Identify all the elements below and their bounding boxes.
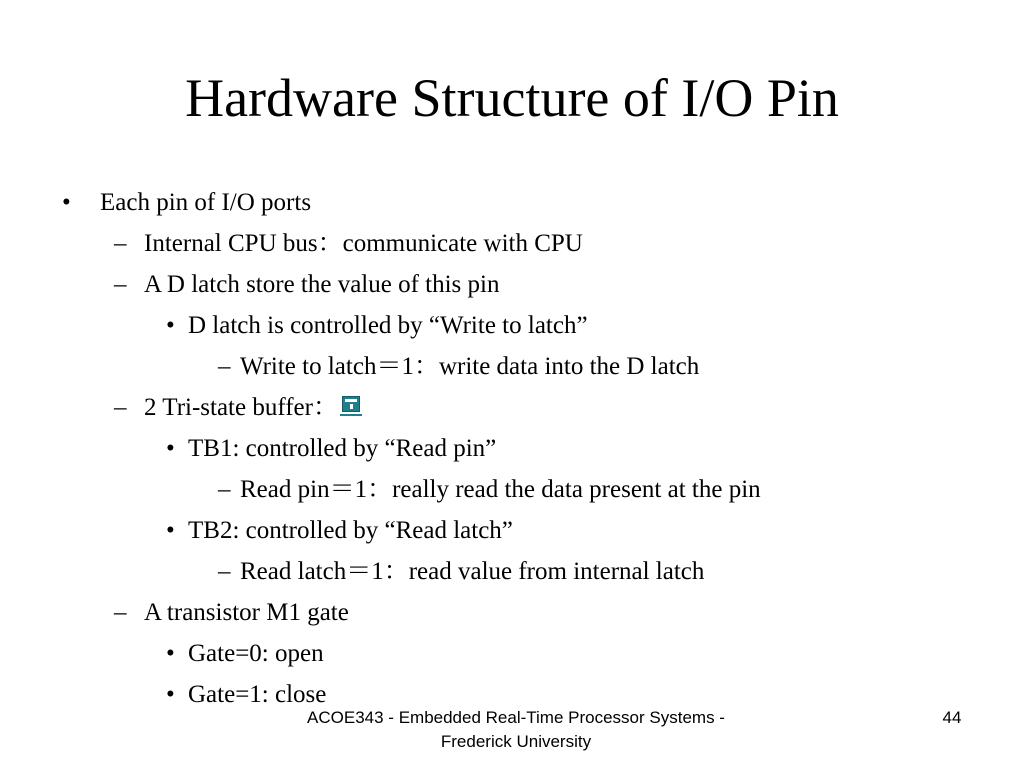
page-number: 44 <box>942 708 962 727</box>
bullet-text: Write to latch＝1：write data into the D latch <box>240 353 700 380</box>
bullet-text-with-link <box>144 393 362 423</box>
bullet-text: 2 Tri-state buffer： <box>144 394 338 421</box>
bullet-marker: – <box>114 271 127 298</box>
bullet-marker: – <box>114 230 127 257</box>
bullet-text: Gate=0: open <box>188 640 324 667</box>
bullet-marker: – <box>218 558 231 585</box>
bullet-text: A transistor M1 gate <box>144 599 349 626</box>
bullet-text: D latch is controlled by “Write to latch” <box>188 312 588 339</box>
slide-footer <box>262 706 770 754</box>
bullet-text: Read pin＝1：really read the data present at the pin <box>240 476 761 503</box>
hyperlink-box-icon[interactable] <box>340 393 362 417</box>
bullet-marker: • <box>166 312 175 339</box>
bullet-text: Internal CPU bus：communicate with CPU <box>144 230 583 257</box>
bullet-marker: – <box>218 476 231 503</box>
slide-title: Hardware Structure of I/O Pin <box>185 68 839 128</box>
bullet-text: TB2: controlled by “Read latch” <box>188 517 513 544</box>
bullet-marker: • <box>166 681 175 708</box>
bullet-marker: – <box>218 353 231 380</box>
bullet-marker: • <box>166 640 175 667</box>
bullet-marker: • <box>166 435 175 462</box>
bullet-marker: – <box>114 394 127 421</box>
bullet-text: A D latch store the value of this pin <box>144 271 500 298</box>
bullet-text: Gate=1: close <box>188 681 327 708</box>
footer-line: Frederick University <box>440 732 592 751</box>
bullet-marker: – <box>114 599 127 626</box>
bullet-marker: • <box>166 517 175 544</box>
bullet-text: Each pin of I/O ports <box>100 189 312 216</box>
footer-line: ACOE343 - Embedded Real-Time Processor Systems - <box>307 708 725 727</box>
bullet-marker: • <box>62 189 71 216</box>
bullet-text: Read latch＝1：read value from internal latch <box>240 558 705 585</box>
bullet-text: TB1: controlled by “Read pin” <box>188 435 497 462</box>
